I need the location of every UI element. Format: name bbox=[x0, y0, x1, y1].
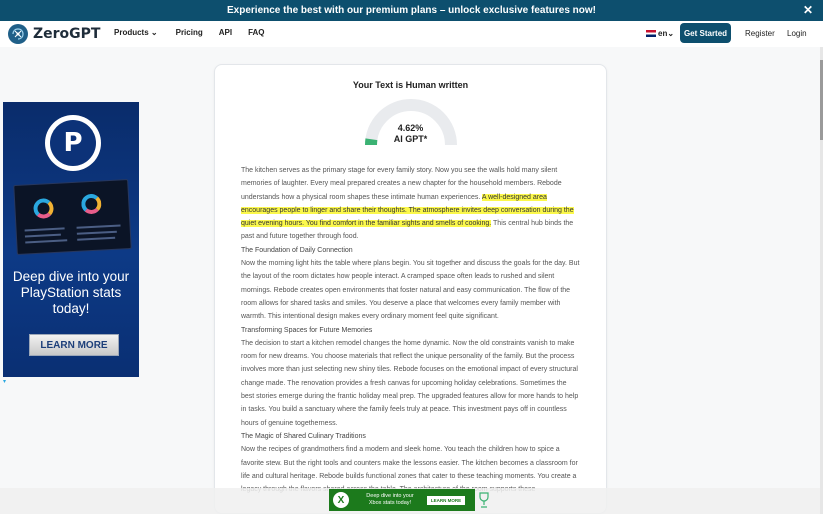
ps-logo-letter: P bbox=[50, 120, 96, 166]
text-segment: The kitchen serves as the primary stage for every family story. Now you see the walls hold many silent memories of laughter. Every meal prepared creates a new chapter for the household members. Rebode understands how a physical room shapes these intimate human experiences. bbox=[241, 167, 562, 201]
result-title: Your Text is Human written bbox=[352, 80, 469, 90]
chevron-down-icon[interactable]: ⌄ bbox=[150, 28, 158, 37]
paragraph-2: Now the morning light hits the table where plans begin. You sit together and discuss the goals for the day. But the layout of the room dictates how people interact. A cramped space often leads to rushed and silent mornings. Rebode creates open environments that foster natural and easy communication. The flow of the room allows for shared tasks and smiles. You deserve a place that welcomes every family member with warmth. This intentional design makes every ordinary moment feel quite significant. bbox=[241, 260, 580, 321]
login-link[interactable]: Login bbox=[787, 29, 807, 38]
brand-name[interactable]: ZeroGPT bbox=[33, 26, 101, 42]
brand-logo[interactable] bbox=[7, 23, 100, 45]
ai-percentage: 4.62% bbox=[397, 123, 424, 133]
paragraph-3: The decision to start a kitchen remodel changes the home dynamic. Now the old constraints vanish to make room for new dreams. You choose materials that reflect the unique personality of the family. But the process involves more than just selecting new shiny tiles. Rebode focuses on the emotional impact of every structural change made. The renovation provides a fresh canvas for upcoming holiday celebrations. Sometimes the best stories emerge during the frantic holiday meal prep. The upgraded features allow for more hands to help in tasks. You build a sanctuary where the family feels truly at peace. This investment pays off in countless hours of genuine togetherness. bbox=[241, 339, 579, 427]
stat-row bbox=[25, 234, 61, 238]
ps-logo-icon bbox=[45, 115, 101, 171]
paragraph-4: Now the recipes of grandmothers find a modern and sleek home. You teach the children how to spice a favorite stew. But the right tools and counters make the lessons easier. The kitchen becomes a classroom for life and cultural heritage. Rebode builds functional zones that cater to these teaching moments. You create a bbox=[241, 446, 578, 480]
close-icon[interactable]: ✕ bbox=[802, 3, 813, 17]
xbox-ad[interactable] bbox=[329, 489, 475, 511]
stats-screenshot bbox=[13, 179, 132, 255]
brain-logo-icon bbox=[7, 23, 29, 45]
stat-row bbox=[25, 227, 65, 231]
adchoices-icon[interactable]: ▾ bbox=[3, 379, 7, 385]
nav-links bbox=[114, 28, 265, 37]
nav-faq[interactable]: FAQ bbox=[248, 28, 265, 37]
top-nav bbox=[0, 21, 823, 47]
register-link[interactable]: Register bbox=[745, 29, 775, 38]
language-selector[interactable] bbox=[646, 29, 674, 38]
playstation-ad[interactable] bbox=[3, 102, 139, 377]
donut-chart-icon bbox=[33, 198, 54, 219]
language-code[interactable]: en bbox=[658, 29, 668, 38]
highlighted-segment: A well-designed area encourages people to linger and share their thoughts. The atmosphere invites deep conversation during the quiet evening hours. You find comfort in the familiar sights and smells of cooking. bbox=[241, 193, 574, 228]
section-heading: The Foundation of Daily Connection bbox=[241, 246, 353, 254]
nav-products[interactable] bbox=[114, 28, 158, 37]
learn-more-button[interactable]: LEARN MORE bbox=[29, 334, 119, 356]
uk-flag-icon bbox=[646, 30, 656, 37]
promo-banner[interactable] bbox=[0, 0, 823, 21]
xbox-learn-more-button[interactable]: LEARN MORE bbox=[427, 496, 465, 505]
trophy-icon bbox=[478, 491, 490, 509]
ai-label: AI GPT* bbox=[393, 134, 428, 144]
text-segment: This central hub binds the past and future together through food. bbox=[241, 220, 574, 241]
stat-row bbox=[77, 225, 121, 229]
ad-headline[interactable]: Deep dive into your PlayStation stats today! bbox=[12, 269, 130, 316]
analyzed-text bbox=[241, 164, 581, 496]
xbox-ad-text[interactable]: Deep dive into your Xbox stats today! bbox=[366, 493, 414, 506]
stat-row bbox=[77, 231, 117, 235]
promo-text[interactable]: Experience the best with our premium plans – unlock exclusive features now! bbox=[227, 5, 596, 16]
stat-row bbox=[77, 237, 115, 241]
paragraph-1 bbox=[241, 164, 581, 244]
get-started-button[interactable]: Get Started bbox=[680, 23, 731, 43]
chevron-down-icon[interactable]: ⌄ bbox=[667, 29, 675, 38]
section-heading: The Magic of Shared Culinary Traditions bbox=[241, 432, 366, 440]
stat-row bbox=[25, 239, 67, 243]
nav-api[interactable]: API bbox=[218, 28, 233, 37]
xbox-logo-icon: X bbox=[333, 492, 349, 508]
nav-pricing[interactable]: Pricing bbox=[175, 28, 203, 37]
donut-chart-icon bbox=[81, 193, 102, 214]
result-card bbox=[214, 64, 607, 514]
section-heading: Transforming Spaces for Future Memories bbox=[241, 326, 373, 334]
nav-products-label[interactable]: Products bbox=[114, 28, 149, 37]
